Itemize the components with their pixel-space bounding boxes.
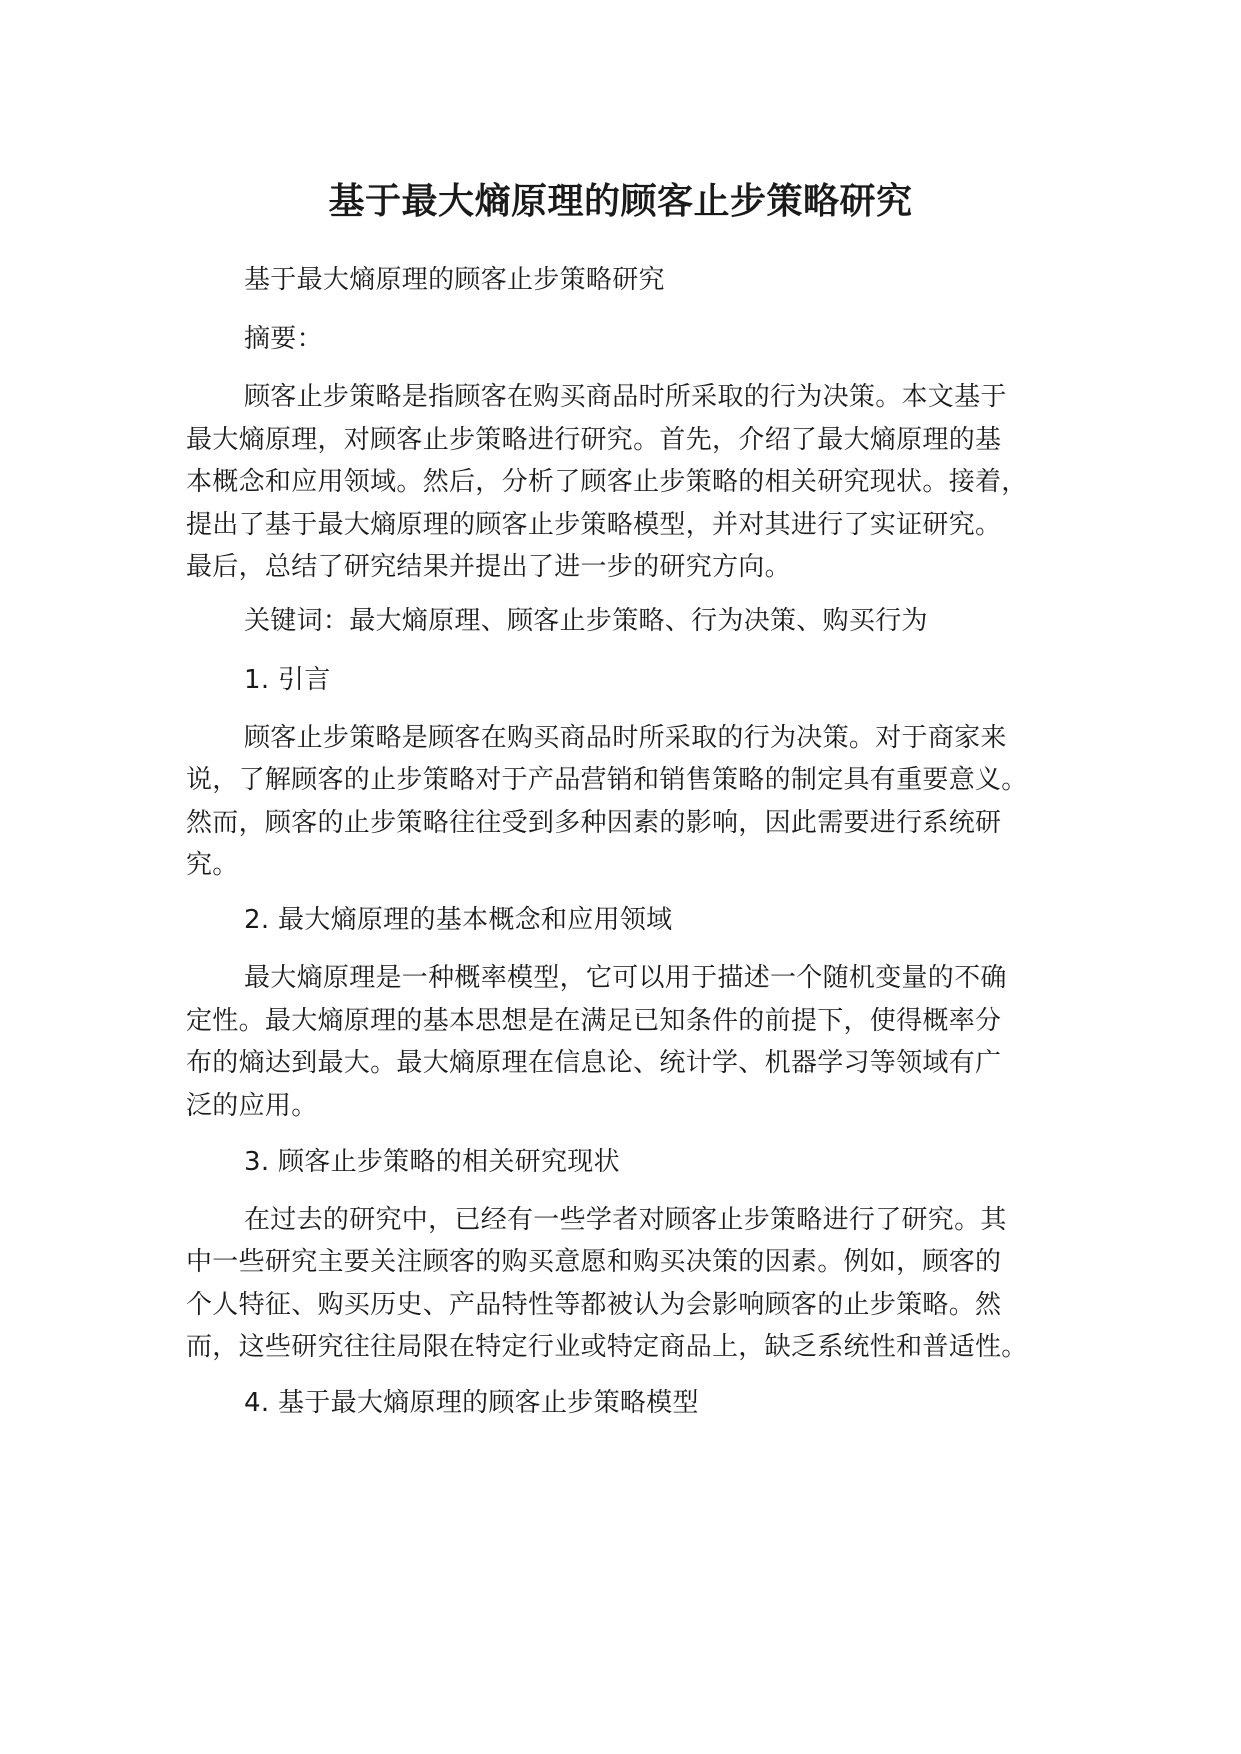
abstract-line: 最大熵原理，对顾客止步策略进行研究。首先，介绍了最大熵原理的基: [186, 425, 1002, 455]
section-heading: 3. 顾客止步策略的相关研究现状: [244, 1147, 620, 1177]
paragraph-line: 说，了解顾客的止步策略对于产品营销和销售策略的制定具有重要意义。: [186, 765, 1028, 795]
subtitle: 基于最大熵原理的顾客止步策略研究: [244, 265, 665, 295]
paragraph-line: 顾客止步策略是顾客在购买商品时所采取的行为决策。对于商家来: [244, 723, 1007, 753]
abstract-label: 摘要：: [244, 324, 323, 354]
paragraph-line: 然而，顾客的止步策略往往受到多种因素的影响，因此需要进行系统研: [186, 808, 1002, 838]
section-heading: 2. 最大熵原理的基本概念和应用领域: [244, 905, 673, 935]
paragraph-line: 在过去的研究中，已经有一些学者对顾客止步策略进行了研究。其: [244, 1205, 1007, 1235]
abstract-line: 最后，总结了研究结果并提出了进一步的研究方向。: [186, 552, 791, 582]
paragraph-line: 个人特征、购买历史、产品特性等都被认为会影响顾客的止步策略。然: [186, 1290, 1002, 1320]
paragraph-line: 中一些研究主要关注顾客的购买意愿和购买决策的因素。例如，顾客的: [186, 1247, 1002, 1277]
abstract-line: 顾客止步策略是指顾客在购买商品时所采取的行为决策。本文基于: [244, 382, 1007, 412]
abstract-line: 本概念和应用领域。然后，分析了顾客止步策略的相关研究现状。接着，: [186, 467, 1028, 497]
paragraph-line: 最大熵原理是一种概率模型，它可以用于描述一个随机变量的不确: [244, 963, 1007, 993]
paragraph-line: 究。: [186, 850, 239, 880]
paragraph-line: 布的熵达到最大。最大熵原理在信息论、统计学、机器学习等领域有广: [186, 1048, 1002, 1078]
paragraph-line: 而，这些研究往往局限在特定行业或特定商品上，缺乏系统性和普适性。: [186, 1332, 1028, 1362]
document-title: 基于最大熵原理的顾客止步策略研究: [328, 181, 913, 222]
paragraph-line: 泛的应用。: [186, 1091, 318, 1121]
abstract-line: 提出了基于最大熵原理的顾客止步策略模型，并对其进行了实证研究。: [186, 510, 1002, 540]
section-heading: 4. 基于最大熵原理的顾客止步策略模型: [244, 1388, 699, 1418]
section-heading: 1. 引言: [244, 665, 331, 695]
keywords: 关键词：最大熵原理、顾客止步策略、行为决策、购买行为: [244, 606, 928, 636]
paragraph-line: 定性。最大熵原理的基本思想是在满足已知条件的前提下，使得概率分: [186, 1006, 1002, 1036]
